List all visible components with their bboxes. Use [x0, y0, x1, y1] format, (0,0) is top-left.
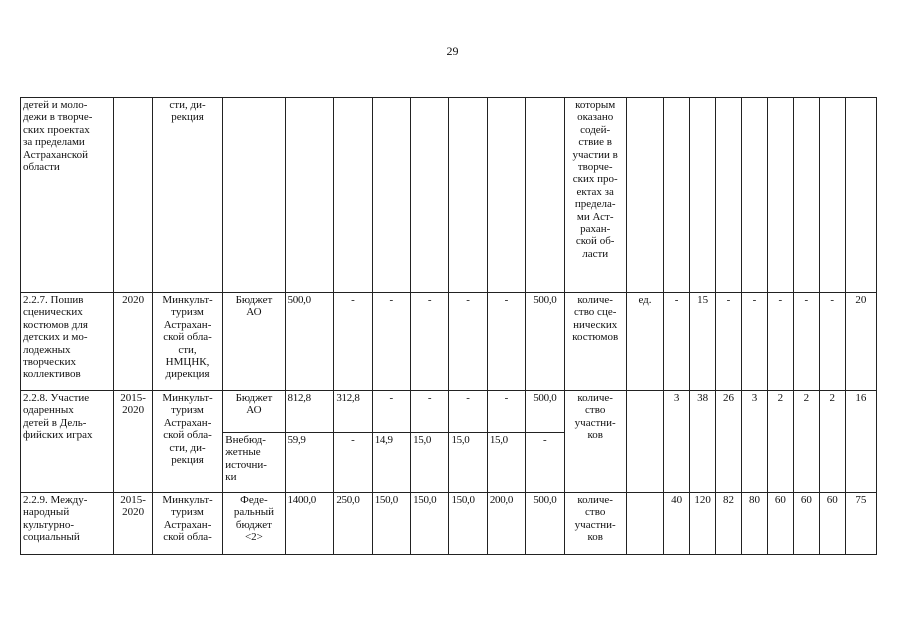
- unit: [626, 493, 663, 555]
- indicator-value: 80: [741, 493, 767, 555]
- indicator-name: количе- ство участни- ков: [564, 493, 626, 555]
- measure-name: детей и моло- дежи в творче- ских проектах за пределами Астраханской области: [21, 98, 114, 293]
- table-row: [21, 293, 877, 391]
- indicator-value: 2: [819, 391, 845, 493]
- funding-source: Бюджет АО: [223, 391, 285, 433]
- indicator-value: -: [664, 293, 690, 391]
- indicator-value: 120: [690, 493, 716, 555]
- amount-cell: -: [411, 293, 449, 391]
- total-amount: 59,9: [285, 433, 334, 493]
- amount-cell: 150,0: [411, 493, 449, 555]
- amount-cell: -: [449, 293, 487, 391]
- amount-cell: -: [487, 293, 525, 391]
- amount-cell: -: [526, 433, 564, 493]
- amount-cell: -: [372, 293, 410, 391]
- period: 2020: [114, 293, 152, 391]
- indicator-value: 26: [716, 391, 742, 493]
- amount-cell: 312,8: [334, 391, 372, 433]
- amount-cell: -: [372, 391, 410, 433]
- amount-cell: 14,9: [372, 433, 410, 493]
- measure-name: 2.2.8. Участие одаренных детей в Дель- фийских играх: [21, 391, 114, 493]
- indicator-value: -: [793, 293, 819, 391]
- measure-name: 2.2.7. Пошив сценических костюмов для детских и мо- лодежных творческих коллективов: [21, 293, 114, 391]
- executor: сти, ди- рекция: [152, 98, 223, 293]
- amount-cell: -: [334, 433, 372, 493]
- funding-source: Бюджет АО: [223, 293, 285, 391]
- indicator-value: 20: [845, 293, 876, 391]
- indicator-value: 82: [716, 493, 742, 555]
- indicator-value: 2: [767, 391, 793, 493]
- executor: Минкульт- туризм Астрахан- ской обла-: [152, 493, 223, 555]
- total-amount: 500,0: [285, 293, 334, 391]
- amount-cell: -: [334, 293, 372, 391]
- unit: ед.: [626, 293, 663, 391]
- amount-cell: 15,0: [487, 433, 525, 493]
- period: 2015- 2020: [114, 391, 152, 493]
- table-row: [21, 493, 877, 555]
- indicator-value: 60: [793, 493, 819, 555]
- indicator-name: которым оказано содей- ствие в участии в творче- ских про- ектах за предела- ми Аст- рахан- ской об- ласти: [564, 98, 626, 293]
- indicator-value: 2: [793, 391, 819, 493]
- amount-cell: 15,0: [449, 433, 487, 493]
- amount-cell: 500,0: [526, 391, 564, 433]
- table-row: [21, 98, 877, 293]
- amount-cell: 250,0: [334, 493, 372, 555]
- amount-cell: 15,0: [411, 433, 449, 493]
- funding-source: Феде- ральный бюджет <2>: [223, 493, 285, 555]
- indicator-name: количе- ство сце- нических костюмов: [564, 293, 626, 391]
- amount-cell: 500,0: [526, 493, 564, 555]
- program-table: [20, 97, 877, 555]
- indicator-value: 40: [664, 493, 690, 555]
- funding-source: Внебюд- жетные источни- ки: [223, 433, 285, 493]
- measure-name: 2.2.9. Между- народный культурно- социальный: [21, 493, 114, 555]
- indicator-value: -: [819, 293, 845, 391]
- executor: Минкульт- туризм Астрахан- ской обла- сти, ди- рекция: [152, 391, 223, 493]
- amount-cell: 150,0: [449, 493, 487, 555]
- indicator-value: 15: [690, 293, 716, 391]
- period: 2015- 2020: [114, 493, 152, 555]
- amount-cell: 150,0: [372, 493, 410, 555]
- indicator-value: 75: [845, 493, 876, 555]
- amount-cell: -: [487, 391, 525, 433]
- indicator-value: -: [716, 293, 742, 391]
- indicator-value: 60: [819, 493, 845, 555]
- total-amount: 1400,0: [285, 493, 334, 555]
- unit: [626, 391, 663, 493]
- amount-cell: 500,0: [526, 293, 564, 391]
- indicator-name: количе- ство участни- ков: [564, 391, 626, 493]
- indicator-value: 3: [664, 391, 690, 493]
- amount-cell: 200,0: [487, 493, 525, 555]
- total-amount: 812,8: [285, 391, 334, 433]
- table-row: [21, 391, 877, 433]
- executor: Минкульт- туризм Астрахан- ской обла- сти, НМЦНК, дирекция: [152, 293, 223, 391]
- indicator-value: -: [741, 293, 767, 391]
- indicator-value: -: [767, 293, 793, 391]
- indicator-value: 38: [690, 391, 716, 493]
- indicator-value: 16: [845, 391, 876, 493]
- page-number: 29: [446, 44, 459, 58]
- amount-cell: -: [411, 391, 449, 433]
- indicator-value: 60: [767, 493, 793, 555]
- indicator-value: 3: [741, 391, 767, 493]
- amount-cell: -: [449, 391, 487, 433]
